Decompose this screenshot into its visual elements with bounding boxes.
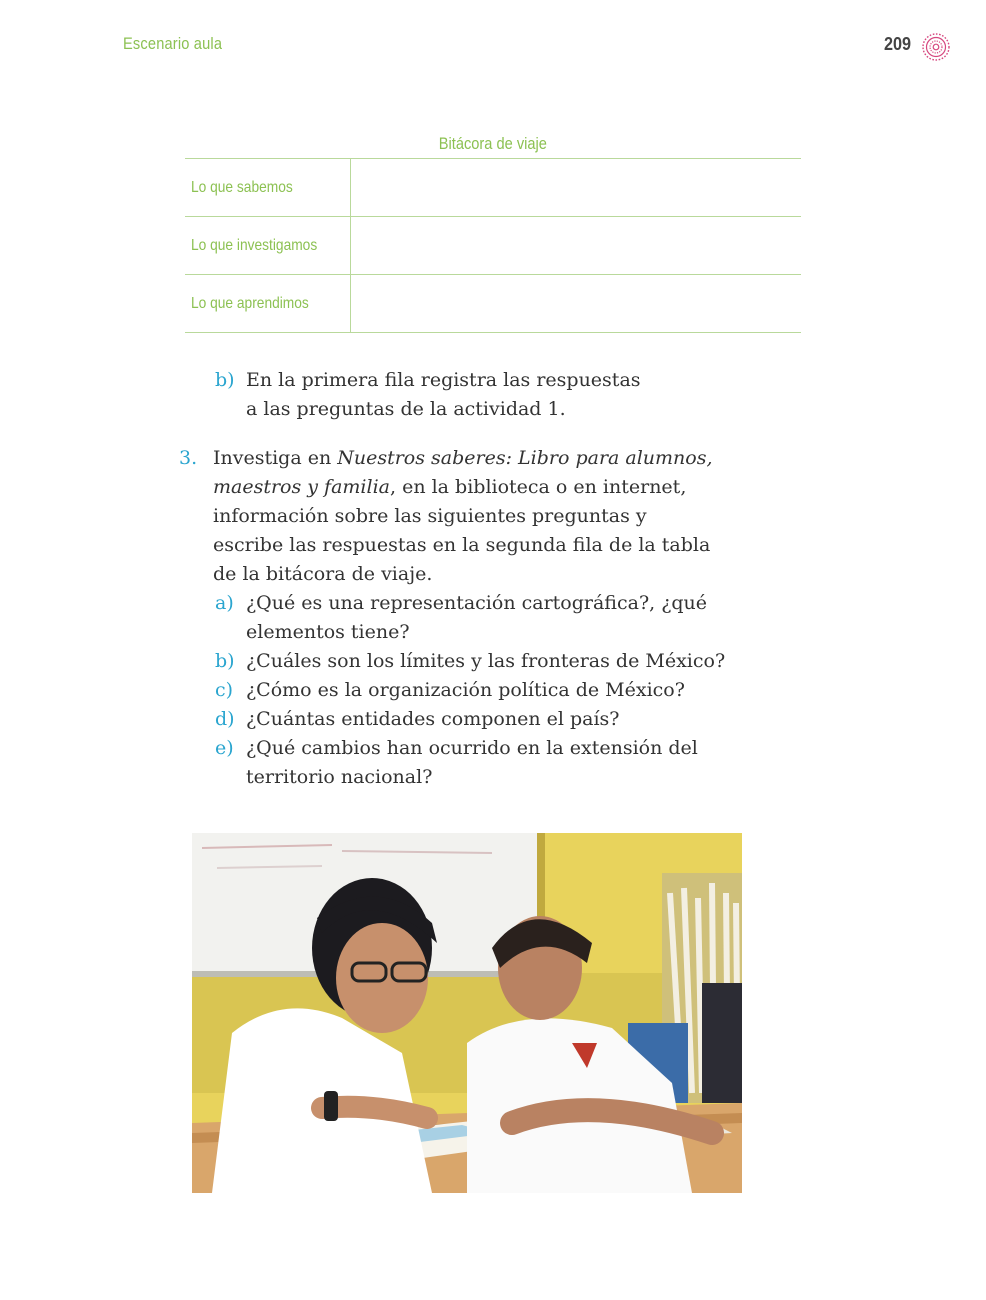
list-marker: b) [215, 650, 235, 672]
question-line: elementos tiene? [246, 621, 410, 643]
list-marker: a) [215, 592, 234, 614]
table-row [185, 275, 801, 333]
page-ornament-icon [921, 32, 951, 62]
row-label: Lo que sabemos [185, 159, 351, 217]
travel-log-title: Bitácora de viaje [438, 134, 548, 153]
classroom-photo [192, 833, 742, 1193]
activity-3 [179, 444, 779, 792]
question-item [215, 676, 779, 705]
intro-text: de la bitácora de viaje. [213, 563, 433, 585]
activity-intro [213, 444, 779, 589]
question-line: ¿Qué cambios han ocurrido en la extensión del [246, 737, 698, 759]
list-marker: e) [215, 737, 234, 759]
header-section: Escenario aula [123, 34, 223, 53]
book-title: maestros y familia [213, 476, 390, 498]
activity-number: 3. [179, 447, 198, 469]
table-row [185, 217, 801, 275]
intro-text: información sobre las siguientes preguntas y [213, 505, 647, 527]
intro-text: escribe las respuestas en la segunda fila de la tabla [213, 534, 711, 556]
question-item [215, 589, 779, 647]
question-item [215, 705, 779, 734]
instruction-line: a las preguntas de la actividad 1. [246, 398, 566, 420]
list-marker: b) [215, 369, 235, 391]
intro-text: Investiga en [213, 447, 338, 469]
row-label: Lo que investigamos [185, 217, 351, 275]
question-line: territorio nacional? [246, 766, 433, 788]
instruction-line: En la primera fila registra las respuestas [246, 369, 641, 391]
answer-cell [351, 159, 802, 217]
list-marker: c) [215, 679, 234, 701]
question-item [215, 647, 779, 676]
answer-cell [351, 217, 802, 275]
question-line: ¿Cuántas entidades componen el país? [246, 708, 620, 730]
intro-text: , en la biblioteca o en internet, [390, 476, 687, 498]
travel-log-table [185, 158, 801, 333]
question-line: ¿Qué es una representación cartográfica?, ¿qué [246, 592, 708, 614]
row-label: Lo que aprendimos [185, 275, 351, 333]
answer-cell [351, 275, 802, 333]
students-reading-illustration [192, 833, 742, 1193]
page-number: 209 [884, 34, 912, 54]
book-title: Nuestros saberes: Libro para alumnos, [337, 447, 713, 469]
question-line: ¿Cuáles son los límites y las fronteras de México? [246, 650, 726, 672]
instruction-b [215, 366, 775, 424]
table-row [185, 159, 801, 217]
question-line: ¿Cómo es la organización política de México? [246, 679, 685, 701]
question-item [215, 734, 779, 792]
list-marker: d) [215, 708, 235, 730]
